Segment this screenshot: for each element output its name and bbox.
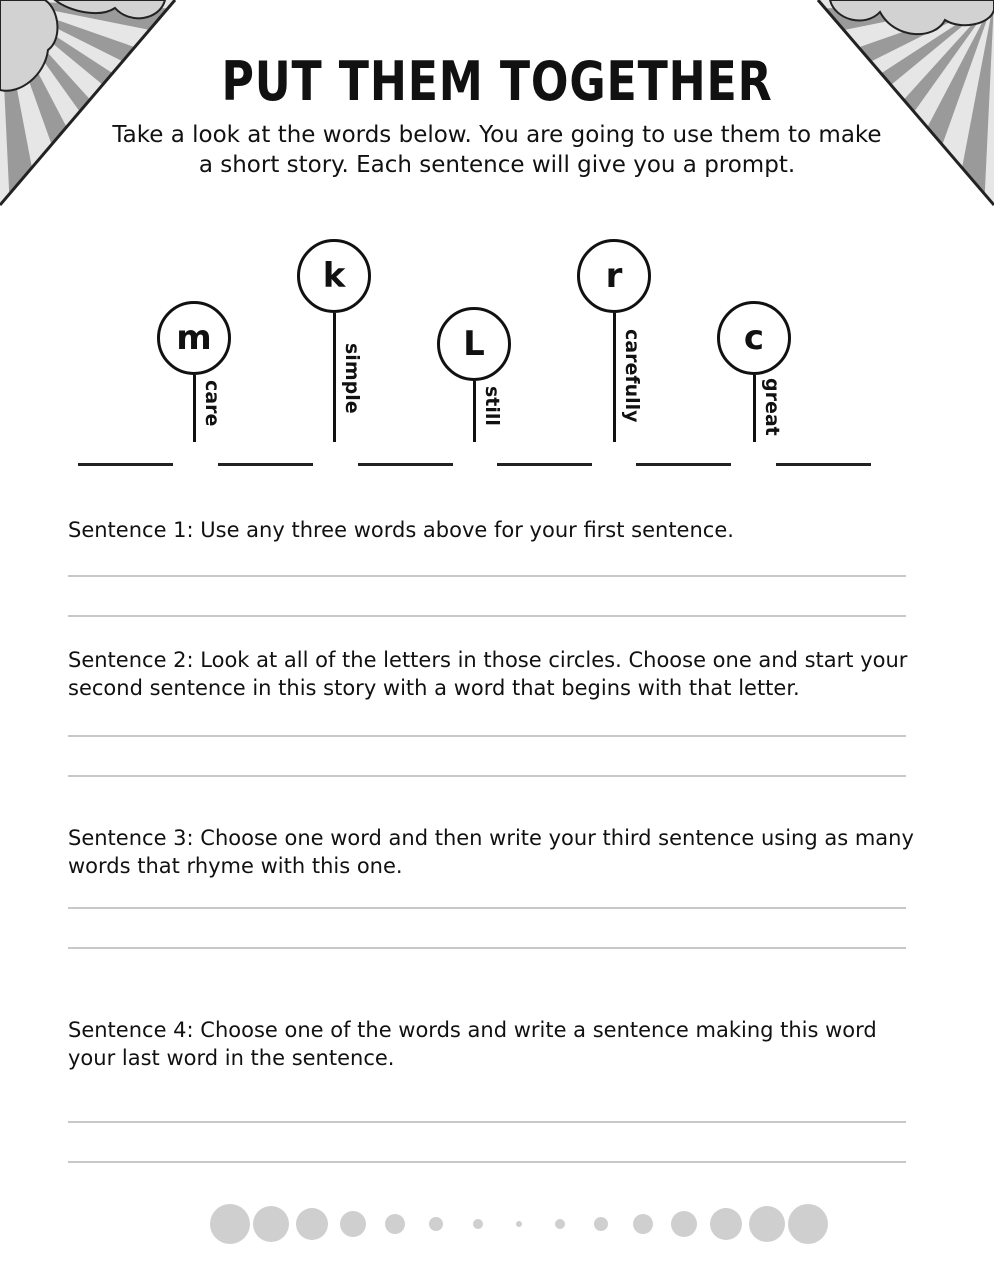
answer-blank-1[interactable] [78, 463, 173, 466]
answer-blank-3[interactable] [358, 463, 453, 466]
instructions: Take a look at the words below. You are going to use them to make a short story. Each sentence will give you a prompt. [112, 122, 882, 178]
answer-blank-6[interactable] [776, 463, 871, 466]
writing-line[interactable] [68, 575, 906, 577]
writing-line[interactable] [68, 1121, 906, 1123]
balloon-stick [753, 375, 756, 442]
writing-line[interactable] [68, 1161, 906, 1163]
answer-blank-4[interactable] [497, 463, 592, 466]
balloon-word: still [481, 386, 503, 426]
balloon-word: care [201, 380, 223, 427]
balloon-letter: c [717, 301, 791, 375]
writing-line[interactable] [68, 907, 906, 909]
balloon-stick [613, 313, 616, 442]
balloon-word: simple [341, 343, 363, 414]
writing-line[interactable] [68, 735, 906, 737]
sentence-4-prompt: Sentence 4: Choose one of the words and write a sentence making this word your last word in the sentence. [68, 1018, 877, 1070]
balloon-letter: k [297, 239, 371, 313]
balloon-letter: L [437, 307, 511, 381]
balloon-word: great [761, 378, 783, 436]
answer-blank-5[interactable] [636, 463, 731, 466]
balloon-word: carefully [621, 329, 643, 423]
balloon-stick [473, 381, 476, 442]
writing-line[interactable] [68, 775, 906, 777]
answer-blank-2[interactable] [218, 463, 313, 466]
sentence-1-prompt: Sentence 1: Use any three words above for your first sentence. [68, 518, 734, 542]
balloon-stick [333, 313, 336, 442]
balloon-letter: r [577, 239, 651, 313]
writing-line[interactable] [68, 615, 906, 617]
sentence-3-prompt: Sentence 3: Choose one word and then write your third sentence using as many words that rhyme with this one. [68, 826, 914, 878]
writing-line[interactable] [68, 947, 906, 949]
sentence-2-prompt: Sentence 2: Look at all of the letters in those circles. Choose one and start your second sentence in this story with a word that begins with that letter. [68, 648, 908, 700]
balloon-stick [193, 375, 196, 442]
page-title: PUT THEM TOGETHER [221, 50, 773, 113]
decorative-dots [210, 1204, 828, 1244]
balloon-letter: m [157, 301, 231, 375]
